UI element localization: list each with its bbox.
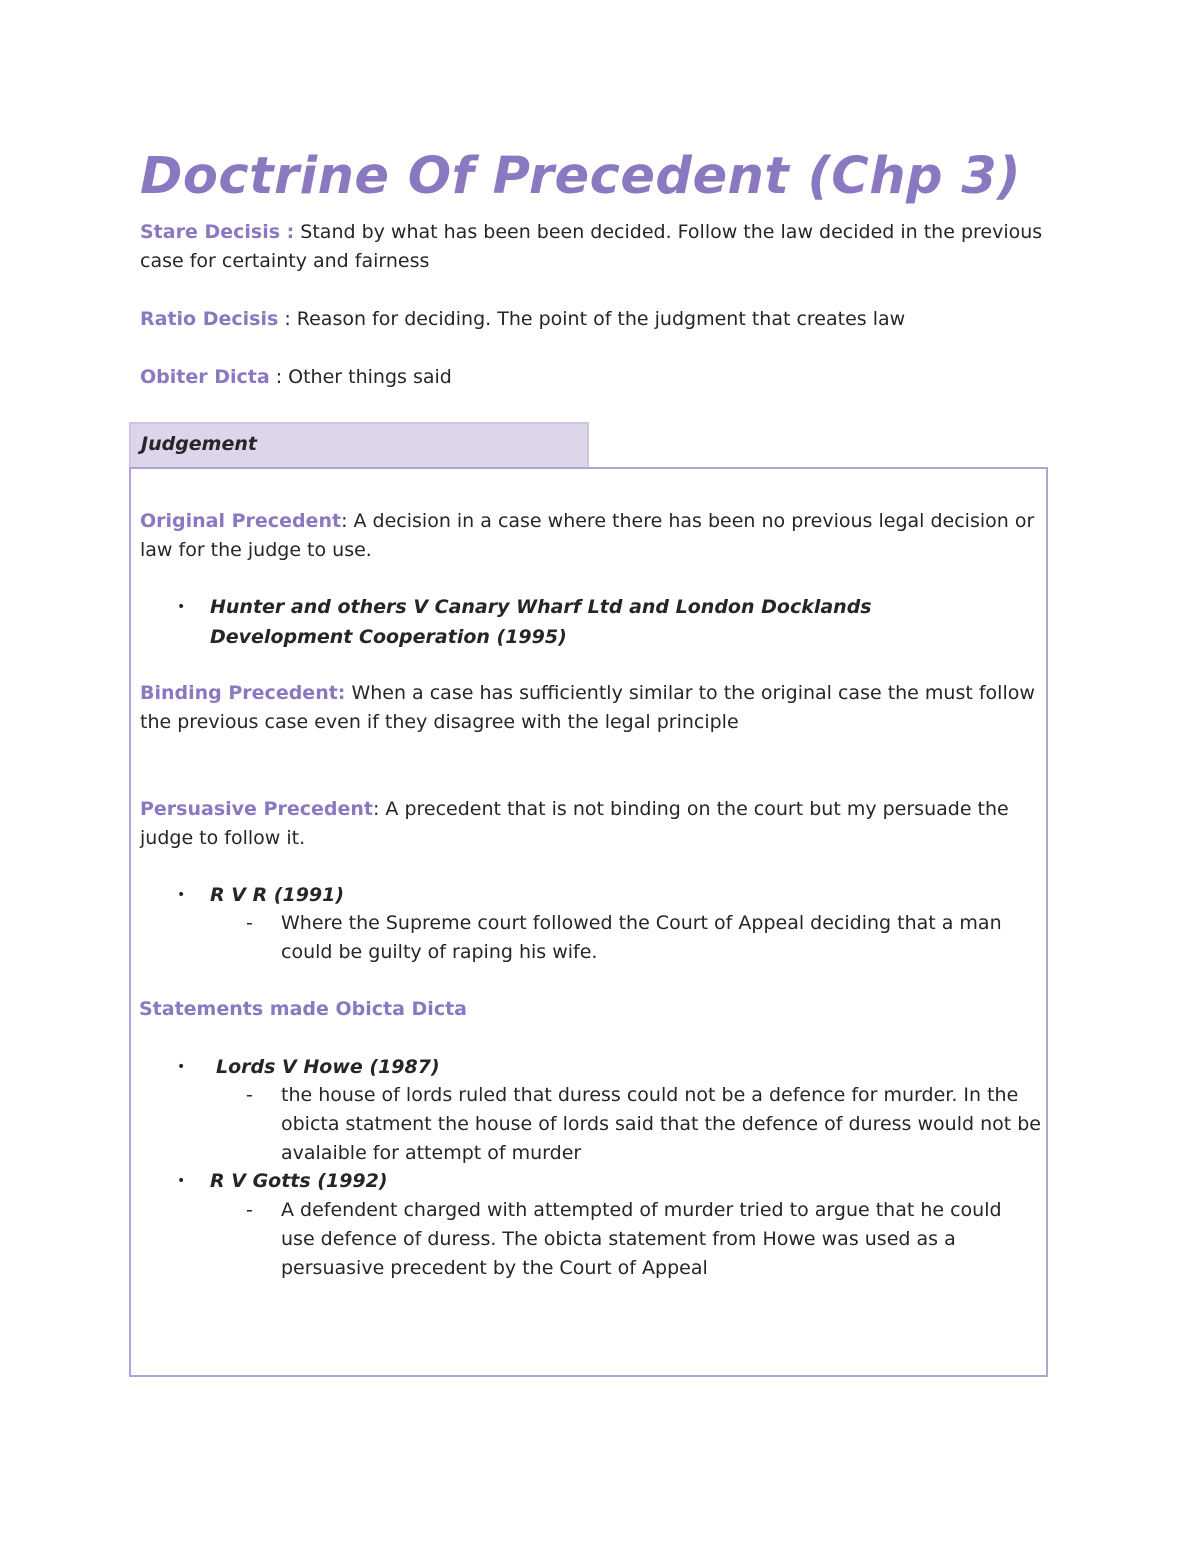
term-label: Stare Decisis : xyxy=(140,221,295,243)
term-label: Persuasive Precedent xyxy=(140,798,373,820)
judgement-header xyxy=(129,422,589,470)
case-hunter: Hunter and others V Canary Wharf Ltd and London Docklands Development Cooperation (1995) xyxy=(210,596,872,648)
definition-text: : A decision in a case where there has been no previous legal decision or law for the judge to use. xyxy=(140,510,1035,561)
term-label: Binding Precedent: xyxy=(140,682,346,704)
definition-text: When a case has sufficiently similar to the original case the must follow the previous case even if they disagree with the legal principle xyxy=(140,682,1035,733)
term-label: Ratio Decisis xyxy=(140,308,279,330)
dash-icon: - xyxy=(246,1199,253,1221)
binding-precedent xyxy=(140,679,1040,737)
case-lords-v-howe-note: the house of lords ruled that duress could not be a defence for murder. In the obicta statment the house of lords said that the defence of duress would not be avalaible for attempt of murder xyxy=(281,1084,1041,1164)
original-precedent xyxy=(140,507,1040,565)
case-r-v-r: R V R (1991) xyxy=(210,884,345,906)
definition-obiter-dicta xyxy=(140,363,1060,392)
case-r-v-gotts-note: A defendent charged with attempted of murder tried to argue that he could use defence of duress. The obicta statement from Howe was used as a persuasive precedent by the Court of Appeal xyxy=(281,1199,1002,1279)
bullet-icon: • xyxy=(177,1173,186,1189)
definition-text: : Reason for deciding. The point of the judgment that creates law xyxy=(278,308,906,330)
definition-text: : A precedent that is not binding on the court but my persuade the judge to follow it. xyxy=(140,798,1009,849)
term-label: Obiter Dicta xyxy=(140,366,270,388)
case-r-v-r-note: Where the Supreme court followed the Court of Appeal deciding that a man could be guilty of raping his wife. xyxy=(281,912,1002,963)
bullet-icon: • xyxy=(177,599,186,615)
persuasive-precedent xyxy=(140,795,1020,853)
bullet-icon: • xyxy=(177,1059,186,1075)
definition-text: Stand by what has been been decided. Follow the law decided in the previous case for certainty and fairness xyxy=(140,221,1043,272)
definition-ratio-decisis xyxy=(140,305,1060,334)
case-r-v-gotts: R V Gotts (1992) xyxy=(210,1170,388,1192)
dash-icon: - xyxy=(246,912,253,934)
document-title: Doctrine Of Precedent (Chp 3) xyxy=(140,147,1022,206)
term-label: Original Precedent xyxy=(140,510,342,532)
judgement-header-label: Judgement xyxy=(141,433,257,455)
case-lords-v-howe: Lords V Howe (1987) xyxy=(216,1056,440,1078)
definition-text: : Other things said xyxy=(269,366,452,388)
obiter-heading: Statements made Obicta Dicta xyxy=(139,998,467,1020)
bullet-icon: • xyxy=(177,887,186,903)
dash-icon: - xyxy=(246,1084,253,1106)
definition-stare-decisis xyxy=(140,218,1060,276)
